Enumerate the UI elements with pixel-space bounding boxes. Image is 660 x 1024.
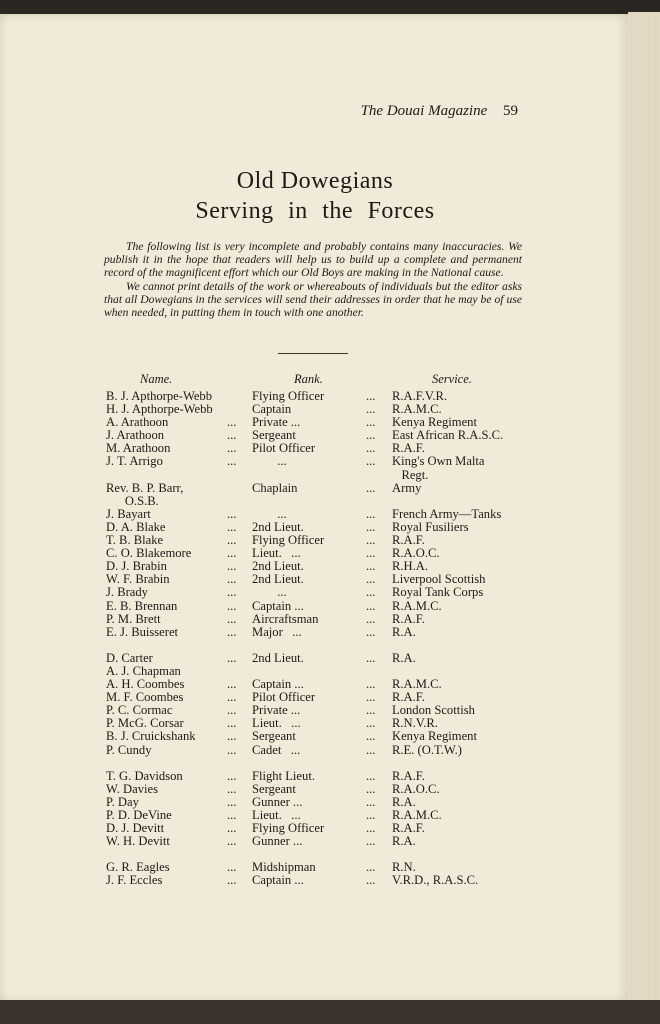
table-row: [0, 835, 630, 848]
leader-dots: ...: [227, 559, 237, 574]
leader-dots: ...: [227, 650, 237, 665]
leader-dots: ...: [366, 677, 376, 692]
name-cell: E. J. Buisseret: [106, 624, 179, 639]
service-cell: Royal Tank Corps: [392, 585, 484, 600]
intro-paragraph-1: The following list is very incomplete and probably contains many inaccuracies. We publish it in the hope that readers will help us to build up a complete and permanent record of the magnificent effort which our Old Boys are making in the National cause.: [104, 240, 522, 280]
column-header-name: Name.: [140, 372, 173, 386]
rank-cell: Lieut. ...: [252, 808, 301, 822]
service-cell: King's Own Malta: [392, 454, 485, 469]
service-cell: R.A.F.: [392, 533, 425, 548]
leader-dots: ...: [227, 677, 237, 692]
leader-dots: ...: [366, 690, 376, 705]
article-title-line2: Serving in the Forces: [195, 198, 435, 224]
leader-dots: ...: [227, 729, 237, 744]
running-header: [361, 103, 518, 120]
rank-cell: Pilot Officer: [252, 690, 316, 705]
table-row: [0, 586, 630, 599]
table-row: [0, 717, 630, 730]
article-title-line1: Old Dowegians: [236, 168, 394, 194]
leader-dots: ...: [366, 808, 376, 822]
rank-cell: 2nd Lieut.: [252, 519, 304, 534]
column-header-rank: Rank.: [294, 372, 323, 386]
service-cell: R.A.: [392, 834, 416, 849]
leader-dots: ...: [227, 533, 237, 548]
rank-cell: Midshipman: [252, 860, 316, 875]
service-cell: R.A.O.C.: [392, 546, 440, 561]
leader-dots: ...: [366, 821, 376, 836]
table-row: [0, 482, 630, 495]
table-row: [0, 874, 630, 887]
leader-dots: ...: [227, 611, 237, 626]
leader-dots: ...: [366, 624, 376, 639]
leader-dots: ...: [227, 716, 237, 731]
table-row: [0, 652, 630, 665]
rank-cell: Captain ...: [252, 873, 304, 888]
service-cell: Kenya Regiment: [392, 729, 477, 744]
page-edges: [628, 12, 660, 1008]
name-cell: H. J. Apthorpe-Webb: [106, 402, 213, 417]
service-cell: R.N.V.R.: [392, 716, 438, 731]
rank-cell: Lieut. ...: [252, 546, 301, 561]
rank-cell: Captain ...: [252, 677, 304, 692]
name-cell: D. Carter: [106, 650, 153, 665]
rank-cell: Private ...: [252, 415, 301, 430]
name-cell: J. Arathoon: [106, 428, 165, 443]
column-header-service: Service.: [432, 372, 472, 386]
leader-dots: ...: [227, 742, 237, 757]
table-row: [0, 613, 630, 626]
table-row: [0, 770, 630, 783]
rank-cell: Cadet ...: [252, 742, 301, 757]
leader-dots: ...: [227, 598, 237, 613]
name-cell: B. J. Apthorpe-Webb: [106, 389, 213, 403]
rank-cell: Sergeant: [252, 781, 296, 796]
rank-cell: ...: [252, 454, 287, 469]
table-row: [0, 704, 630, 717]
table-row: [0, 730, 630, 743]
name-cell: P. Day: [106, 794, 139, 809]
table-row: [0, 508, 630, 521]
name-cell: W. H. Devitt: [106, 834, 170, 849]
name-cell: E. B. Brennan: [106, 598, 178, 613]
table-row: [0, 560, 630, 573]
leader-dots: ...: [366, 716, 376, 731]
leader-dots: ...: [227, 454, 237, 469]
rank-cell: Flying Officer: [252, 821, 325, 836]
rank-cell: Captain ...: [252, 598, 304, 613]
leader-dots: ...: [227, 585, 237, 600]
leader-dots: ...: [366, 873, 376, 888]
leader-dots: ...: [227, 794, 237, 809]
leader-dots: ...: [366, 598, 376, 613]
name-cell: W. Davies: [106, 781, 158, 796]
service-cell: R.A.F.: [392, 441, 425, 456]
table-row: [0, 822, 630, 835]
leader-dots: ...: [366, 860, 376, 875]
service-cell: R.A.F.: [392, 768, 425, 783]
page-number: 59: [503, 103, 518, 119]
magazine-title: The Douai Magazine: [360, 103, 488, 119]
name-cell: T. G. Davidson: [106, 768, 183, 783]
rank-cell: 2nd Lieut.: [252, 572, 304, 587]
rank-cell: Pilot Officer: [252, 441, 316, 456]
table-row: [0, 403, 630, 416]
leader-dots: ...: [366, 703, 376, 718]
rank-cell: Lieut. ...: [252, 716, 301, 731]
rank-cell: Gunner ...: [252, 834, 303, 849]
name-cell: P. M. Brett: [106, 611, 161, 626]
leader-dots: ...: [227, 808, 237, 822]
rank-cell: Sergeant: [252, 729, 296, 744]
service-cell: R.A.F.: [392, 690, 425, 705]
table-row: [0, 455, 630, 468]
name-cell: B. J. Cruickshank: [106, 729, 196, 744]
leader-dots: ...: [366, 441, 376, 456]
leader-dots: ...: [366, 572, 376, 587]
leader-dots: ...: [366, 834, 376, 849]
leader-dots: ...: [227, 834, 237, 849]
name-cell: D. A. Blake: [106, 519, 166, 534]
table-row: [0, 678, 630, 691]
rank-cell: Flying Officer: [252, 389, 325, 403]
service-cell: French Army—Tanks: [392, 506, 502, 521]
name-cell: J. Brady: [106, 585, 148, 600]
name-cell: P. D. DeVine: [106, 808, 172, 822]
service-cell: R.A.M.C.: [392, 598, 442, 613]
service-cell: R.A.F.: [392, 821, 425, 836]
table-row: [0, 390, 630, 403]
service-cell: R.H.A.: [392, 559, 429, 574]
table-row: [0, 639, 630, 652]
service-cell: R.A.M.C.: [392, 402, 442, 417]
divider-rule: [278, 353, 348, 354]
leader-dots: ...: [366, 533, 376, 548]
name-cell: P. McG. Corsar: [106, 716, 184, 731]
service-cell: R.A.: [392, 794, 416, 809]
rank-cell: Major ...: [252, 624, 302, 639]
leader-dots: ...: [366, 611, 376, 626]
service-cell: Royal Fusiliers: [392, 519, 469, 534]
leader-dots: ...: [366, 794, 376, 809]
leader-dots: ...: [366, 768, 376, 783]
name-cell: J. F. Eccles: [106, 873, 163, 888]
table-row: [0, 757, 630, 770]
name-cell: D. J. Devitt: [106, 821, 165, 836]
leader-dots: ...: [366, 402, 376, 417]
leader-dots: ...: [227, 519, 237, 534]
rank-cell: Chaplain: [252, 480, 298, 495]
table-row: [0, 469, 630, 482]
table-row: [0, 796, 630, 809]
rank-cell: 2nd Lieut.: [252, 559, 304, 574]
leader-dots: ...: [366, 781, 376, 796]
service-cell: London Scottish: [392, 703, 475, 718]
leader-dots: ...: [227, 415, 237, 430]
leader-dots: ...: [366, 428, 376, 443]
table-row: [0, 600, 630, 613]
service-cell: Kenya Regiment: [392, 415, 477, 430]
name-cell: A. J. Chapman: [106, 663, 181, 678]
leader-dots: ...: [366, 454, 376, 469]
rank-cell: Aircraftsman: [252, 611, 319, 626]
table-row: [0, 495, 630, 508]
service-cell: R.A.: [392, 624, 416, 639]
table-row: [0, 744, 630, 757]
table-row: [0, 416, 630, 429]
service-cell: Liverpool Scottish: [392, 572, 486, 587]
leader-dots: ...: [227, 768, 237, 783]
rank-cell: ...: [252, 585, 287, 600]
leader-dots: ...: [227, 572, 237, 587]
leader-dots: ...: [227, 860, 237, 875]
service-cell: V.R.D., R.A.S.C.: [392, 873, 479, 888]
leader-dots: ...: [366, 546, 376, 561]
leader-dots: ...: [227, 441, 237, 456]
table-row: [0, 783, 630, 796]
leader-dots: ...: [366, 650, 376, 665]
service-cell: R.A.F.: [392, 611, 425, 626]
name-cell: P. C. Cormac: [106, 703, 173, 718]
table-row: [0, 861, 630, 874]
service-cell: East African R.A.S.C.: [392, 428, 504, 443]
leader-dots: ...: [227, 506, 237, 521]
leader-dots: ...: [227, 781, 237, 796]
rank-cell: Flying Officer: [252, 533, 325, 548]
service-cell: R.A.F.V.R.: [392, 389, 448, 403]
table-row: [0, 665, 630, 678]
name-cell: J. Bayart: [106, 506, 151, 521]
table-row: [0, 429, 630, 442]
service-cell: Regt.: [392, 467, 429, 482]
leader-dots: ...: [366, 415, 376, 430]
service-cell: R.N.: [392, 860, 416, 875]
name-cell: D. J. Brabin: [106, 559, 167, 574]
leader-dots: ...: [366, 729, 376, 744]
leader-dots: ...: [366, 585, 376, 600]
rank-cell: Sergeant: [252, 428, 296, 443]
rank-cell: Private ...: [252, 703, 301, 718]
name-cell: M. F. Coombes: [106, 690, 184, 705]
table-row: [0, 534, 630, 547]
table-row: [0, 626, 630, 639]
leader-dots: ...: [366, 519, 376, 534]
service-cell: Army: [392, 480, 422, 495]
table-row: [0, 573, 630, 586]
table-row: [0, 547, 630, 560]
rank-cell: Captain: [252, 402, 292, 417]
leader-dots: ...: [366, 742, 376, 757]
name-cell: C. O. Blakemore: [106, 546, 192, 561]
table-row: [0, 691, 630, 704]
name-cell: P. Cundy: [106, 742, 152, 757]
leader-dots: ...: [227, 690, 237, 705]
leader-dots: ...: [227, 624, 237, 639]
name-cell: A. Arathoon: [106, 415, 169, 430]
rank-cell: Flight Lieut.: [252, 768, 315, 783]
name-cell: M. Arathoon: [106, 441, 171, 456]
name-cell: G. R. Eagles: [106, 860, 170, 875]
leader-dots: ...: [227, 428, 237, 443]
intro-paragraph-2: We cannot print details of the work or whereabouts of individuals but the editor asks that all Dowegians in the services will send their addresses in order that he may be of use when needed, in putting them in touch with one another.: [104, 279, 522, 320]
book-bottom-edge: [0, 1000, 660, 1024]
service-list: [0, 390, 630, 888]
service-cell: R.A.: [392, 650, 416, 665]
name-cell: O.S.B.: [106, 493, 159, 508]
service-cell: R.A.M.C.: [392, 808, 442, 822]
name-cell: Rev. B. P. Barr,: [106, 480, 184, 495]
name-cell: T. B. Blake: [106, 533, 164, 548]
leader-dots: ...: [227, 703, 237, 718]
leader-dots: ...: [227, 821, 237, 836]
table-row: [0, 442, 630, 455]
leader-dots: ...: [227, 546, 237, 561]
leader-dots: ...: [366, 480, 376, 495]
leader-dots: ...: [227, 873, 237, 888]
name-cell: A. H. Coombes: [106, 677, 185, 692]
name-cell: W. F. Brabin: [106, 572, 170, 587]
rank-cell: ...: [252, 506, 287, 521]
name-cell: J. T. Arrigo: [106, 454, 163, 469]
intro-text: [104, 240, 522, 319]
service-cell: R.A.O.C.: [392, 781, 440, 796]
rank-cell: Gunner ...: [252, 794, 303, 809]
rank-cell: 2nd Lieut.: [252, 650, 304, 665]
service-cell: R.A.M.C.: [392, 677, 442, 692]
service-cell: R.E. (O.T.W.): [392, 742, 462, 757]
leader-dots: ...: [366, 559, 376, 574]
leader-dots: ...: [366, 389, 376, 403]
leader-dots: ...: [366, 506, 376, 521]
